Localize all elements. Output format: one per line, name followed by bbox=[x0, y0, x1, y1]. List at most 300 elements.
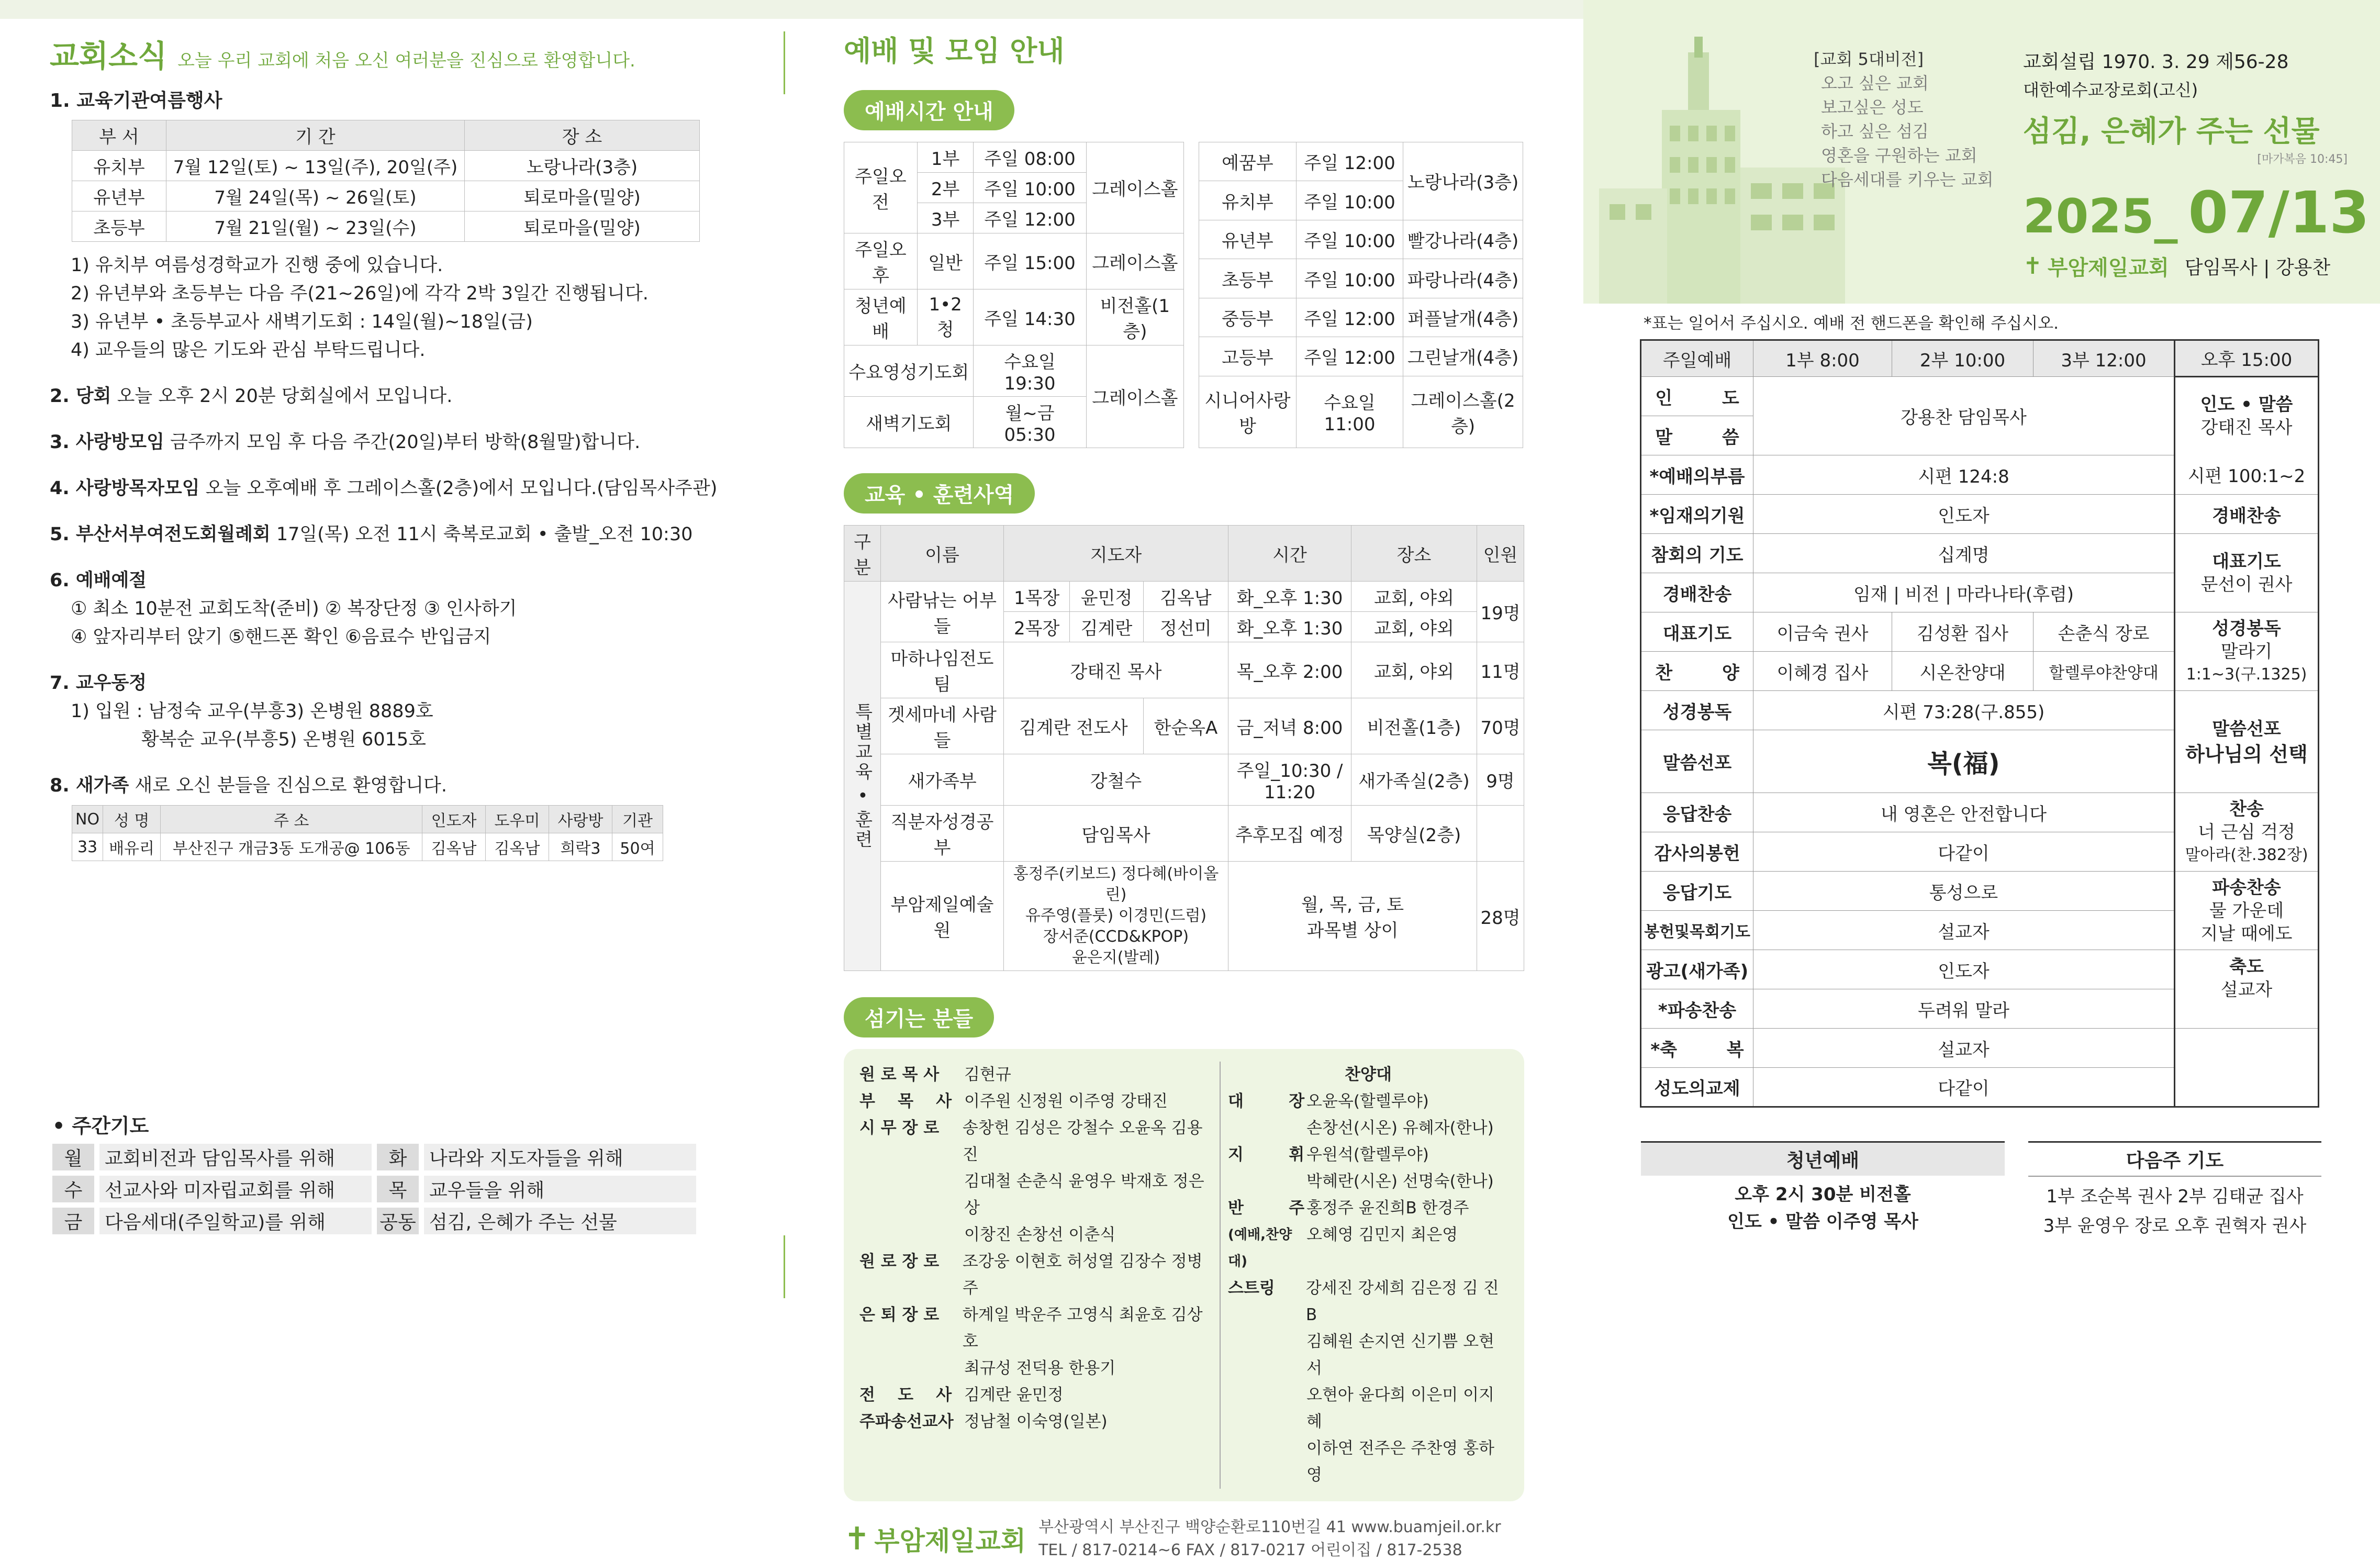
year-text: 2025 bbox=[2023, 189, 2154, 244]
order-item: 대표기도 bbox=[1641, 612, 1753, 652]
note-line: 2) 유년부와 초등부는 다음 주(21~26일)에 각각 2박 3일간 진행됩니다. bbox=[71, 283, 649, 304]
cell: 담임목사 bbox=[1004, 806, 1228, 862]
cell: 7월 21일(월) ~ 23일(수) bbox=[166, 211, 465, 242]
cell: 월~금 05:30 bbox=[974, 397, 1086, 448]
staff-names: 이주원 신정원 이주영 강태진 bbox=[964, 1092, 1168, 1111]
pm-text: 하나님의 선택 bbox=[2185, 743, 2308, 766]
col-header: 기관 bbox=[612, 806, 663, 833]
choir-names: 우원석(할렐루야) bbox=[1306, 1145, 1429, 1164]
cell: 퍼플날개(4층) bbox=[1403, 298, 1523, 337]
cell: 주일오전 bbox=[844, 142, 918, 233]
s8-text: 새로 오신 분들을 진심으로 환영합니다. bbox=[135, 775, 447, 796]
cell: 유치부 bbox=[1199, 181, 1297, 220]
summer-events-table bbox=[72, 120, 700, 242]
choir-names: 이하연 전주은 주찬영 홍하영 bbox=[1306, 1439, 1494, 1485]
table-row bbox=[844, 289, 1184, 345]
s6-line2: ④ 앞자리부터 앉기 ⑤핸드폰 확인 ⑥음료수 반입금지 bbox=[71, 627, 491, 648]
cell: 그레이스홀 bbox=[1086, 233, 1183, 289]
table-row bbox=[72, 211, 700, 242]
table-row bbox=[844, 142, 1184, 173]
choir-names: 홍정주 윤진희B 한경주 bbox=[1306, 1199, 1469, 1218]
order-item: *임재의기원 bbox=[1641, 495, 1753, 534]
cell: 새가족부 bbox=[881, 754, 1004, 806]
date-text: 07/13 bbox=[2188, 179, 2370, 246]
cell: 정선미 bbox=[1143, 612, 1228, 642]
order-item: *축 복 bbox=[1641, 1029, 1753, 1068]
top-bar bbox=[0, 0, 1583, 19]
pastor-text: 담임목사 | 강용찬 bbox=[2184, 257, 2331, 278]
cell: 33 bbox=[72, 833, 103, 861]
cell: 겟세마네 사람들 bbox=[881, 698, 1004, 754]
cell bbox=[1477, 806, 1524, 862]
cell: 윤민정 bbox=[1070, 582, 1143, 612]
order-value: 이금숙 권사 bbox=[1753, 612, 1892, 652]
s4-head: 4. 사랑방목자모임 bbox=[50, 478, 200, 499]
cell: 퇴로마을(밀양) bbox=[465, 181, 700, 211]
order-note: *표는 일어서 주십시오. 예배 전 핸드폰을 확인해 주십시오. bbox=[1644, 314, 2059, 333]
pm-cell bbox=[2175, 612, 2319, 691]
s3-text: 금주까지 모임 후 다음 주간(20일)부터 방학(8월말)합니다. bbox=[170, 432, 641, 453]
pm-text: 지날 때에도 bbox=[2200, 923, 2293, 944]
servers-box bbox=[844, 1049, 1524, 1501]
prayer-day: 화 bbox=[377, 1144, 419, 1170]
prayer-day: 공동 bbox=[377, 1208, 419, 1234]
cell: 그레이스홀(2층) bbox=[1403, 376, 1523, 448]
pm-cell bbox=[2175, 950, 2319, 1029]
choir-names: 오윤옥(할렐루야) bbox=[1306, 1092, 1429, 1111]
prayer-text: 나라와 지도자들을 위해 bbox=[424, 1144, 696, 1170]
prayer-title: • 주간기도 bbox=[52, 1114, 149, 1137]
s2-head: 2. 당회 bbox=[50, 386, 111, 407]
order-value: 십계명 bbox=[1753, 534, 2175, 573]
table-row bbox=[1199, 142, 1523, 181]
cell: 한순옥A bbox=[1143, 698, 1228, 754]
worship-time-pill: 예배시간 안내 bbox=[844, 90, 1014, 130]
table-row bbox=[1199, 298, 1523, 337]
pm-title: 대표기도 bbox=[2212, 551, 2281, 572]
order-item: 봉헌및목회기도 bbox=[1641, 911, 1753, 950]
denomination-text: 대한예수교장로회(고신) bbox=[2023, 80, 2198, 100]
pm-title: 인도 • 말씀 bbox=[2200, 394, 2293, 416]
order-value: 다같이 bbox=[1753, 832, 2175, 872]
prayer-day: 수 bbox=[52, 1176, 94, 1202]
church-footer bbox=[844, 1516, 1524, 1562]
prayer-text: 선교사와 미자립교회를 위해 bbox=[99, 1176, 372, 1202]
cell: 비전홀(1층) bbox=[1086, 289, 1183, 345]
table-row bbox=[72, 151, 700, 181]
staff-list bbox=[859, 1062, 1221, 1489]
staff-names: 송창헌 김성은 강철수 오윤옥 김용진 bbox=[962, 1119, 1203, 1164]
s7-line1: 1) 입원 : 남정숙 교우(부흥3) 온병원 8889호 bbox=[71, 701, 433, 722]
staff-names: 조강웅 이현호 허성열 김장수 정병주 bbox=[962, 1252, 1203, 1298]
cell: 부산진구 개금3동 도개공@ 106동 bbox=[161, 833, 422, 861]
church-news-section bbox=[50, 31, 746, 861]
choir-names: 김혜원 손지연 신기쁨 오현서 bbox=[1306, 1332, 1494, 1378]
cell bbox=[1228, 862, 1477, 971]
pm-cell bbox=[2175, 377, 2319, 455]
pm-cell bbox=[2175, 691, 2319, 793]
cover-info bbox=[2023, 47, 2368, 281]
cell: 직분자성경공부 bbox=[881, 806, 1004, 862]
staff-role: 부 목 사 bbox=[859, 1092, 952, 1111]
youth-title: 청년예배 bbox=[1641, 1141, 2005, 1176]
s2-text: 오늘 오후 2시 20분 당회실에서 모입니다. bbox=[117, 386, 453, 407]
vision-line: 하고 싶은 섬김 bbox=[1821, 121, 1929, 141]
col-header: 성 명 bbox=[103, 806, 161, 833]
order-value: 김성환 집사 bbox=[1892, 612, 2033, 652]
cell: 비전홀(1층) bbox=[1351, 698, 1477, 754]
youth-line: 인도 • 말씀 이주영 목사 bbox=[1727, 1211, 1918, 1232]
next-line: 1부 조순복 권사 2부 김태균 집사 bbox=[2046, 1186, 2304, 1207]
staff-names: 최규성 전덕용 한용기 bbox=[964, 1359, 1116, 1378]
church-name: 부암제일교회 bbox=[874, 1526, 1026, 1556]
choir-names: 박혜란(시온) 선명숙(한나) bbox=[1306, 1172, 1494, 1191]
staff-role: 원 로 장 로 bbox=[859, 1252, 940, 1271]
order-value: 이혜경 집사 bbox=[1753, 652, 1892, 691]
s4-text: 오늘 오후예배 후 그레이스홀(2층)에서 모입니다.(담임목사주관) bbox=[205, 478, 718, 499]
col-header: 1부 8:00 bbox=[1753, 340, 1892, 377]
vision-line: 오고 싶은 교회 bbox=[1821, 73, 1929, 93]
pm-text: 말아라(찬.382장) bbox=[2185, 845, 2308, 864]
cell: 주일 14:30 bbox=[974, 289, 1086, 345]
pm-text: 말라기 bbox=[2220, 641, 2273, 662]
choir-title: 찬양대 bbox=[1345, 1065, 1392, 1084]
pm-text: 설교자 bbox=[2220, 979, 2273, 1000]
weekly-prayer bbox=[52, 1110, 733, 1234]
choir-role: 지 휘 bbox=[1228, 1145, 1305, 1164]
cell: 초등부 bbox=[1199, 259, 1297, 298]
staff-names: 김대철 손춘식 윤영우 박재호 정은상 bbox=[964, 1172, 1204, 1218]
s7-line2: 황복순 교우(부흥5) 온병원 6015호 bbox=[141, 729, 426, 750]
cell: 7월 12일(토) ~ 13일(주), 20일(주) bbox=[166, 151, 465, 181]
col-header: 기 간 bbox=[166, 120, 465, 151]
cell: 주일 10:00 bbox=[974, 173, 1086, 203]
col-header: 2부 10:00 bbox=[1892, 340, 2033, 377]
order-value: 임재 | 비전 | 마라나타(후렴) bbox=[1753, 573, 2175, 612]
youth-worship-box bbox=[1641, 1141, 2005, 1235]
cell: 김옥남 bbox=[422, 833, 486, 861]
s5-head: 5. 부산서부여전도회월례회 bbox=[50, 524, 271, 545]
order-item: 성도의교제 bbox=[1641, 1068, 1753, 1107]
cell: 김옥남 bbox=[486, 833, 549, 861]
cell: 김옥남 bbox=[1143, 582, 1228, 612]
time-line: 월, 목, 금, 토 bbox=[1301, 895, 1404, 916]
choir-names: 손창선(시온) 유혜자(한나) bbox=[1306, 1119, 1494, 1137]
church-phone: TEL / 817-0214~6 FAX / 817-0217 어린이집 / 817-2538 bbox=[1038, 1541, 1462, 1559]
table-row bbox=[1199, 376, 1523, 448]
col-header: 사랑방 bbox=[549, 806, 612, 833]
col-header: 지도자 bbox=[1004, 526, 1228, 582]
table-row bbox=[844, 698, 1524, 754]
cell: 부암제일예술원 bbox=[881, 862, 1004, 971]
news-title: 교회소식 bbox=[50, 38, 167, 74]
s8-head: 8. 새가족 bbox=[50, 775, 129, 796]
leader-line: 장서준(CCD&KPOP) bbox=[1043, 928, 1189, 946]
order-value: 통성으로 bbox=[1753, 872, 2175, 911]
youth-line: 오후 2시 30분 비전홀 bbox=[1735, 1184, 1911, 1205]
next-title: 다음주 기도 bbox=[2028, 1141, 2321, 1177]
pm-cell: 경배찬송 bbox=[2175, 495, 2319, 534]
sermon-title: 복(福) bbox=[1753, 730, 2175, 793]
cell: 퇴로마을(밀양) bbox=[465, 211, 700, 242]
order-value: 인도자 bbox=[1753, 950, 2175, 989]
staff-role: 원 로 목 사 bbox=[859, 1065, 940, 1084]
s6-head: 6. 예배예절 bbox=[50, 570, 147, 591]
order-value: 시온찬양대 bbox=[1892, 652, 2033, 691]
cell: 주일_10:30 / 11:20 bbox=[1228, 754, 1351, 806]
staff-names: 김계란 윤민정 bbox=[964, 1386, 1064, 1404]
note-line: 4) 교우들의 많은 기도와 관심 부탁드립니다. bbox=[71, 340, 426, 361]
prayer-text: 다음세대(주일학교)를 위해 bbox=[99, 1208, 372, 1234]
cell: 배유리 bbox=[103, 833, 161, 861]
order-value: 인도자 bbox=[1753, 495, 2175, 534]
cell: 주일 12:00 bbox=[1296, 298, 1403, 337]
cell: 강철수 bbox=[1004, 754, 1228, 806]
pm-title: 성경봉독 bbox=[2212, 618, 2281, 639]
cell: 목_오후 2:00 bbox=[1228, 642, 1351, 698]
cell: 노랑나라(3층) bbox=[1403, 142, 1523, 220]
cell: 7월 24일(목) ~ 26일(토) bbox=[166, 181, 465, 211]
order-value: 시편 124:8 bbox=[1753, 455, 2175, 495]
pm-text: 문선이 권사 bbox=[2200, 574, 2293, 595]
order-value: 할렐루야찬양대 bbox=[2033, 652, 2175, 691]
cell: 추후모집 예정 bbox=[1228, 806, 1351, 862]
cell: 김계란 bbox=[1070, 612, 1143, 642]
worship-section bbox=[844, 29, 1524, 1562]
col-header: 주일예배 bbox=[1641, 340, 1753, 377]
education-table bbox=[844, 525, 1524, 971]
pm-cell bbox=[2175, 1029, 2319, 1107]
order-item: 말 씀 bbox=[1641, 416, 1753, 455]
pm-text: 물 가운데 bbox=[2209, 900, 2284, 921]
pm-title: 축도 bbox=[2229, 956, 2264, 977]
cell: 주일 12:00 bbox=[1296, 337, 1403, 376]
cell: 화_오후 1:30 bbox=[1228, 582, 1351, 612]
pm-text: 1:1~3(구.1325) bbox=[2186, 665, 2307, 684]
cover-church-name: 부암제일교회 bbox=[2047, 256, 2169, 280]
pm-title: 찬송 bbox=[2229, 798, 2264, 820]
dept-time-table bbox=[1199, 142, 1523, 448]
cell: 주일 10:00 bbox=[1296, 259, 1403, 298]
church-logo-icon: ✝ bbox=[2023, 253, 2042, 280]
choir-names: 오현아 윤다희 이은미 이지혜 bbox=[1306, 1386, 1494, 1431]
cell: 새벽기도회 bbox=[844, 397, 974, 448]
choir-role: 반 주 bbox=[1228, 1199, 1305, 1218]
cell: 초등부 bbox=[72, 211, 166, 242]
order-item: 감사의봉헌 bbox=[1641, 832, 1753, 872]
table-row bbox=[844, 754, 1524, 806]
cell: 강태진 목사 bbox=[1004, 642, 1228, 698]
order-value: 시편 73:28(구.855) bbox=[1753, 691, 2175, 730]
prayer-text: 섬김, 은혜가 주는 선물 bbox=[424, 1208, 696, 1234]
col-header: 3부 12:00 bbox=[2033, 340, 2175, 377]
education-pill: 교육 • 훈련사역 bbox=[844, 473, 1035, 514]
new-family-table bbox=[72, 805, 663, 861]
cell: 수요일 19:30 bbox=[974, 345, 1086, 397]
col-header: 장 소 bbox=[465, 120, 700, 151]
pm-title: 파송찬송 bbox=[2212, 877, 2281, 898]
choir-role: (예배,찬양대) bbox=[1228, 1227, 1292, 1269]
table-row bbox=[844, 806, 1524, 862]
church-address: 부산광역시 부산진구 백양순환로110번길 41 www.buamjeil.or.kr bbox=[1038, 1518, 1501, 1536]
staff-role: 시 무 장 로 bbox=[859, 1119, 940, 1137]
cell: 중등부 bbox=[1199, 298, 1297, 337]
pm-text: 강태진 목사 bbox=[2200, 417, 2293, 439]
cell: 수요일 11:00 bbox=[1296, 376, 1403, 448]
church-logo-icon: ✝ bbox=[844, 1521, 870, 1557]
cell: 주일 08:00 bbox=[974, 142, 1086, 173]
note-line: 1) 유치부 여름성경학교가 진행 중에 있습니다. bbox=[71, 255, 443, 276]
table-row bbox=[72, 181, 700, 211]
cell: 주일 12:00 bbox=[1296, 142, 1403, 181]
cell: 교회, 야외 bbox=[1351, 612, 1477, 642]
pm-title: 말씀선포 bbox=[2212, 719, 2281, 740]
col-header: 구분 bbox=[844, 526, 881, 582]
pm-cell bbox=[2175, 534, 2319, 612]
vision-box bbox=[1814, 47, 1993, 192]
cell: 파랑나라(4층) bbox=[1403, 259, 1523, 298]
next-week-prayer-box bbox=[2028, 1141, 2321, 1241]
cell: 수요영성기도회 bbox=[844, 345, 974, 397]
col-header: 주 소 bbox=[161, 806, 422, 833]
order-value: 설교자 bbox=[1753, 1029, 2175, 1068]
worship-order-table bbox=[1640, 339, 2319, 1108]
staff-names: 김현규 bbox=[964, 1065, 1011, 1084]
cell: 19명 bbox=[1477, 582, 1524, 642]
col-header: 시간 bbox=[1228, 526, 1351, 582]
worship-time-table bbox=[844, 142, 1184, 448]
col-header: 인원 bbox=[1477, 526, 1524, 582]
pm-cell bbox=[2175, 793, 2319, 872]
cell: 유년부 bbox=[72, 181, 166, 211]
cell: 고등부 bbox=[1199, 337, 1297, 376]
order-item: *예배의부름 bbox=[1641, 455, 1753, 495]
time-line: 과목별 상이 bbox=[1306, 920, 1399, 941]
cell: 주일 10:00 bbox=[1296, 220, 1403, 259]
news-subtitle: 오늘 우리 교회에 처음 오신 여러분을 진심으로 환영합니다. bbox=[177, 50, 635, 71]
cell: 목양실(2층) bbox=[1351, 806, 1477, 862]
order-value: 설교자 bbox=[1753, 911, 2175, 950]
col-header: 도우미 bbox=[486, 806, 549, 833]
cell bbox=[1004, 862, 1228, 971]
cell: 그린날개(4층) bbox=[1403, 337, 1523, 376]
order-value: 내 영혼은 안전합니다 bbox=[1753, 793, 2175, 832]
order-value: 다같이 bbox=[1753, 1068, 2175, 1107]
theme-text: 섬김, 은혜가 주는 선물 bbox=[2023, 115, 2320, 149]
choir-role: 대 장 bbox=[1228, 1092, 1305, 1111]
cell: 주일 10:00 bbox=[1296, 181, 1403, 220]
cell: 70명 bbox=[1477, 698, 1524, 754]
vision-line: 영혼을 구원하는 교회 bbox=[1821, 146, 1977, 165]
cell: 김계란 전도사 bbox=[1004, 698, 1144, 754]
col-header: 오후 15:00 bbox=[2175, 340, 2319, 377]
col-header: 인도자 bbox=[422, 806, 486, 833]
cell: 그레이스홀 bbox=[1086, 345, 1183, 448]
cell: 교회, 야외 bbox=[1351, 582, 1477, 612]
table-row bbox=[844, 642, 1524, 698]
table-row bbox=[844, 862, 1524, 971]
cell: 새가족실(2층) bbox=[1351, 754, 1477, 806]
cell: 교회, 야외 bbox=[1351, 642, 1477, 698]
cell: 화_오후 1:30 bbox=[1228, 612, 1351, 642]
prayer-day: 목 bbox=[377, 1176, 419, 1202]
order-item: 응답찬송 bbox=[1641, 793, 1753, 832]
cell: 2목장 bbox=[1004, 612, 1070, 642]
order-item: 광고(새가족) bbox=[1641, 950, 1753, 989]
table-row bbox=[1199, 337, 1523, 376]
staff-role: 은 퇴 장 로 bbox=[859, 1306, 940, 1324]
cell: 청년예배 bbox=[844, 289, 918, 345]
col-header: 장소 bbox=[1351, 526, 1477, 582]
theme-ref: [마가복음 10:45] bbox=[2257, 153, 2348, 166]
order-item: 인 도 bbox=[1641, 377, 1753, 416]
edu-side-label: 특별교육 • 훈련 bbox=[844, 582, 881, 971]
pm-text: 너 근심 걱정 bbox=[2198, 821, 2295, 843]
table-row bbox=[844, 582, 1524, 612]
table-row bbox=[1199, 220, 1523, 259]
cell: 시니어사랑방 bbox=[1199, 376, 1297, 448]
order-item: 말씀선포 bbox=[1641, 730, 1753, 793]
staff-names: 정남철 이숙영(일본) bbox=[964, 1412, 1108, 1431]
cell: 주일오후 bbox=[844, 233, 918, 289]
s1-title: 1. 교육기관여름행사 bbox=[50, 90, 222, 111]
cell: 노랑나라(3층) bbox=[465, 151, 700, 181]
prayer-text: 교우들을 위해 bbox=[424, 1176, 696, 1202]
cell: 예꿈부 bbox=[1199, 142, 1297, 181]
leader-line: 윤은지(발레) bbox=[1071, 949, 1160, 967]
choir-names: 오혜영 김민지 최은영 bbox=[1306, 1225, 1458, 1244]
s7-head: 7. 교우동정 bbox=[50, 673, 147, 694]
fold-line bbox=[784, 31, 785, 94]
cell: 빨강나라(4층) bbox=[1403, 220, 1523, 259]
order-value: 손춘식 장로 bbox=[2033, 612, 2175, 652]
vision-line: 보고싶은 성도 bbox=[1821, 97, 1924, 117]
choir-role: 스트링 bbox=[1228, 1279, 1275, 1298]
cell: 1•2청 bbox=[917, 289, 974, 345]
table-row bbox=[72, 833, 663, 861]
middle-title: 예배 및 모임 안내 bbox=[844, 35, 1065, 68]
vision-line: 다음세대를 키우는 교회 bbox=[1821, 170, 1994, 189]
pm-cell bbox=[2175, 872, 2319, 950]
cell: 1부 bbox=[917, 142, 974, 173]
staff-role: 전 도 사 bbox=[859, 1386, 952, 1404]
leader-line: 홍정주(키보드) 정다혜(바이올린) bbox=[1013, 865, 1219, 904]
fold-line bbox=[784, 1235, 785, 1298]
cell: 28명 bbox=[1477, 862, 1524, 971]
founded-text: 교회설립 1970. 3. 29 제56-28 bbox=[2023, 51, 2289, 73]
cell: 9명 bbox=[1477, 754, 1524, 806]
cell: 50여 bbox=[612, 833, 663, 861]
order-item: 경배찬송 bbox=[1641, 573, 1753, 612]
cell: 유치부 bbox=[72, 151, 166, 181]
pm-cell: 시편 100:1~2 bbox=[2175, 455, 2319, 495]
col-header: NO bbox=[72, 806, 103, 833]
prayer-text: 교회비전과 담임목사를 위해 bbox=[99, 1144, 372, 1170]
order-item: 응답기도 bbox=[1641, 872, 1753, 911]
cell: 금_저녁 8:00 bbox=[1228, 698, 1351, 754]
prayer-day: 월 bbox=[52, 1144, 94, 1170]
cell: 1목장 bbox=[1004, 582, 1070, 612]
col-header: 부 서 bbox=[72, 120, 166, 151]
order-value: 강용찬 담임목사 bbox=[1753, 377, 2175, 455]
cell: 유년부 bbox=[1199, 220, 1297, 259]
table-row bbox=[1199, 259, 1523, 298]
cell: 11명 bbox=[1477, 642, 1524, 698]
cell: 사람낚는 어부들 bbox=[881, 582, 1004, 642]
col-header: 이름 bbox=[881, 526, 1004, 582]
choir-list bbox=[1221, 1062, 1509, 1489]
cell: 희락3 bbox=[549, 833, 612, 861]
